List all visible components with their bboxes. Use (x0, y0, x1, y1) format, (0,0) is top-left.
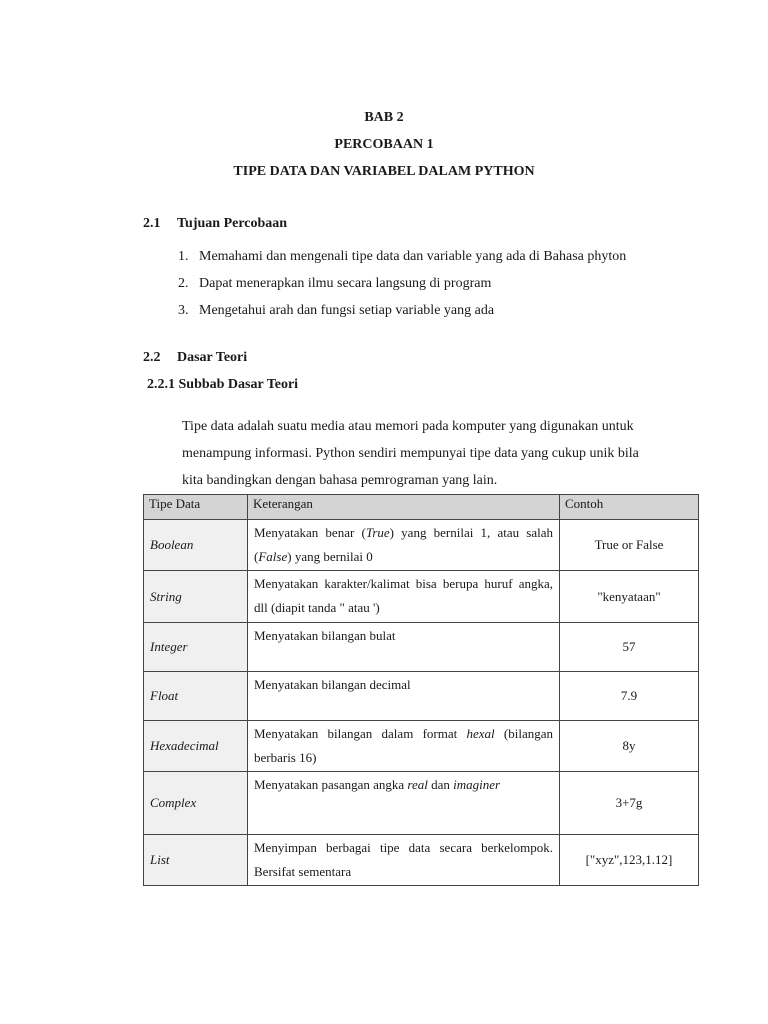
list-number: 2. (178, 276, 189, 291)
list-text: Mengetahui arah dan fungsi setiap variable yang ada (199, 303, 495, 318)
body-paragraph: Tipe data adalah suatu media atau memori pada komputer yang digunakan untuk menampung informasi. Python sendiri mempunyai tipe data yang cukup unik bila kita bandingkan dengan bahasa pemrograman yang lain. (182, 419, 639, 488)
column-header: Tipe Data (144, 495, 248, 520)
description-italic: imaginer (453, 777, 501, 792)
table-row (144, 520, 699, 571)
description-italic: False (258, 549, 288, 564)
type-cell: String (144, 571, 248, 623)
example-cell: 57 (560, 623, 699, 672)
example-cell: 8y (560, 721, 699, 772)
column-header: Keterangan (248, 495, 560, 520)
list-number: 1. (178, 249, 189, 264)
list-item (178, 243, 628, 270)
list-text: Dapat menerapkan ilmu secara langsung di program (199, 276, 492, 291)
description-text: ) yang bernilai 1, atau salah ( (254, 525, 554, 564)
description-cell (248, 623, 560, 672)
description-text: Menyimpan berbagai tipe data secara berkelompok. Bersifat sementara (254, 840, 553, 879)
type-cell: List (144, 835, 248, 886)
section-number: 2.1 (143, 216, 161, 231)
list-text: Memahami dan mengenali tipe data dan variable yang ada di Bahasa phyton (199, 249, 627, 264)
subsection-heading: 2.2.1 Subbab Dasar Teori (147, 377, 299, 392)
example-cell: 7.9 (560, 672, 699, 721)
description-italic: real (407, 777, 428, 792)
example-cell: "kenyataan" (560, 571, 699, 623)
description-text: Menyatakan benar ( (254, 525, 366, 540)
table-row (144, 623, 699, 672)
table-row (144, 672, 699, 721)
type-cell: Hexadecimal (144, 721, 248, 772)
example-cell: 3+7g (560, 772, 699, 835)
description-cell (248, 721, 560, 772)
table-row (144, 571, 699, 623)
section-heading-tujuan (143, 216, 287, 232)
table-row (144, 835, 699, 886)
type-cell: Float (144, 672, 248, 721)
description-italic: True (365, 525, 390, 540)
section-number: 2.2 (143, 350, 161, 365)
description-text: dan (427, 777, 454, 792)
description-cell (248, 672, 560, 721)
description-cell (248, 772, 560, 835)
document-title: TIPE DATA DAN VARIABEL DALAM PYTHON (233, 164, 535, 179)
description-text: ) yang bernilai 0 (287, 549, 373, 564)
description-cell (248, 835, 560, 886)
chapter-label: BAB 2 (364, 110, 404, 125)
description-text: Menyatakan bilangan bulat (254, 628, 396, 643)
column-header: Contoh (560, 495, 699, 520)
section-heading-dasar-teori (143, 350, 247, 366)
section-title: Tujuan Percobaan (177, 216, 288, 231)
description-text: (bilangan berbaris 16) (254, 726, 553, 765)
data-type-table (143, 494, 699, 886)
type-cell: Complex (144, 772, 248, 835)
list-item (178, 297, 628, 324)
experiment-label: PERCOBAAN 1 (334, 137, 434, 152)
description-cell (248, 571, 560, 623)
example-cell: ["xyz",123,1.12] (560, 835, 699, 886)
type-cell: Boolean (144, 520, 248, 571)
list-item (178, 270, 628, 297)
table-row (144, 721, 699, 772)
description-text: Menyatakan bilangan dalam format (254, 726, 467, 741)
objective-list (178, 243, 628, 324)
list-number: 3. (178, 303, 189, 318)
type-cell: Integer (144, 623, 248, 672)
description-text: Menyatakan karakter/kalimat bisa berupa huruf angka, dll (diapit tanda " atau ') (254, 576, 553, 615)
description-text: Menyatakan bilangan decimal (254, 677, 411, 692)
table-row (144, 772, 699, 835)
description-text: Menyatakan pasangan angka (254, 777, 408, 792)
description-italic: hexal (466, 726, 495, 741)
section-title: Dasar Teori (177, 350, 248, 365)
table-header-row (144, 495, 699, 520)
example-cell: True or False (560, 520, 699, 571)
description-cell (248, 520, 560, 571)
